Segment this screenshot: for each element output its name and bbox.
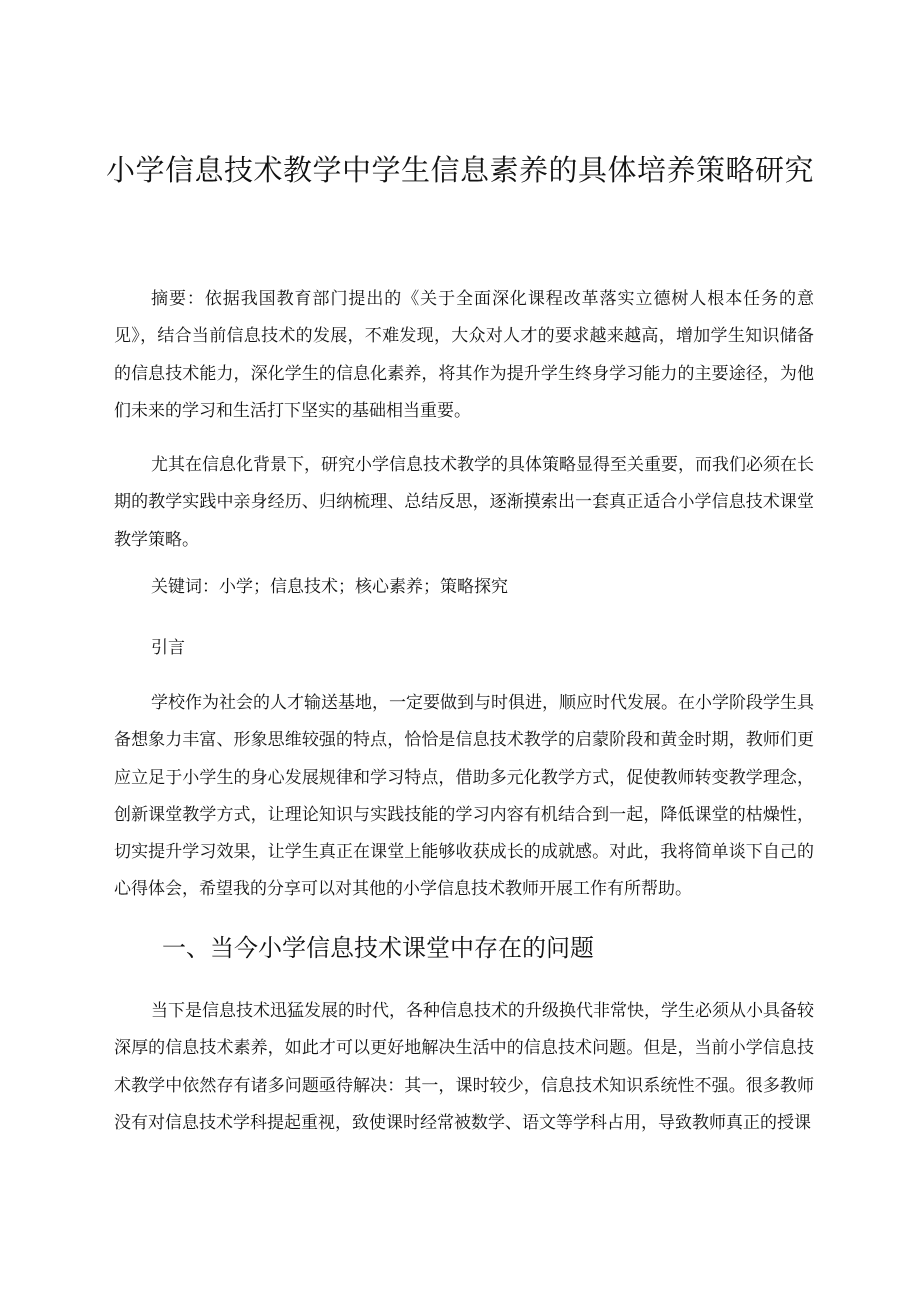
introduction-paragraph: 学校作为社会的人才输送基地，一定要做到与时俱进，顺应时代发展。在小学阶段学生具备想象力丰富、形象思维较强的特点，恰恰是信息技术教学的启蒙阶段和黄金时期，教师们更应立足于小学生的身心发展规律和学习特点，借助多元化教学方式，促使教师转变教学理念，创新课堂教学方式，让理论知识与实践技能的学习内容有机结合到一起，降低课堂的枯燥性，切实提升学习效果，让学生真正在课堂上能够收获成长的成就感。对此，我将简单谈下自己的心得体会，希望我的分享可以对其他的小学信息技术教师开展工作有所帮助。 [114, 693, 814, 900]
document-title: 小学信息技术教学中学生信息素养的具体培养策略研究 [105, 153, 814, 187]
introduction-label: 引言 [151, 638, 185, 658]
section-1-heading: 一、当今小学信息技术课堂中存在的问题 [162, 934, 594, 962]
background-paragraph: 尤其在信息化背景下，研究小学信息技术教学的具体策略显得至关重要，而我们必须在长期的教学实践中亲身经历、归纳梳理、总结反思，逐渐摸索出一套真正适合小学信息技术课堂教学策略。 [114, 455, 814, 550]
abstract-paragraph: 摘要：依据我国教育部门提出的《关于全面深化课程改革落实立德树人根本任务的意见》，结合当前信息技术的发展，不难发现，大众对人才的要求越来越高，增加学生知识储备的信息技术能力，深化学生的信息化素养，将其作为提升学生终身学习能力的主要途径，为他们未来的学习和生活打下坚实的基础相当重要。 [114, 289, 814, 421]
keywords-line: 关键词：小学；信息技术；核心素养；策略探究 [151, 577, 508, 597]
section-1-paragraph: 当下是信息技术迅猛发展的时代，各种信息技术的升级换代非常快，学生必须从小具备较深厚的信息技术素养，如此才可以更好地解决生活中的信息技术问题。但是，当前小学信息技术教学中依然存有诸多问题亟待解决：其一，课时较少，信息技术知识系统性不强。很多教师没有对信息技术学科提起重视，致使课时经常被数学、语文等学科占用，导致教师真正的授课 [114, 1001, 814, 1133]
